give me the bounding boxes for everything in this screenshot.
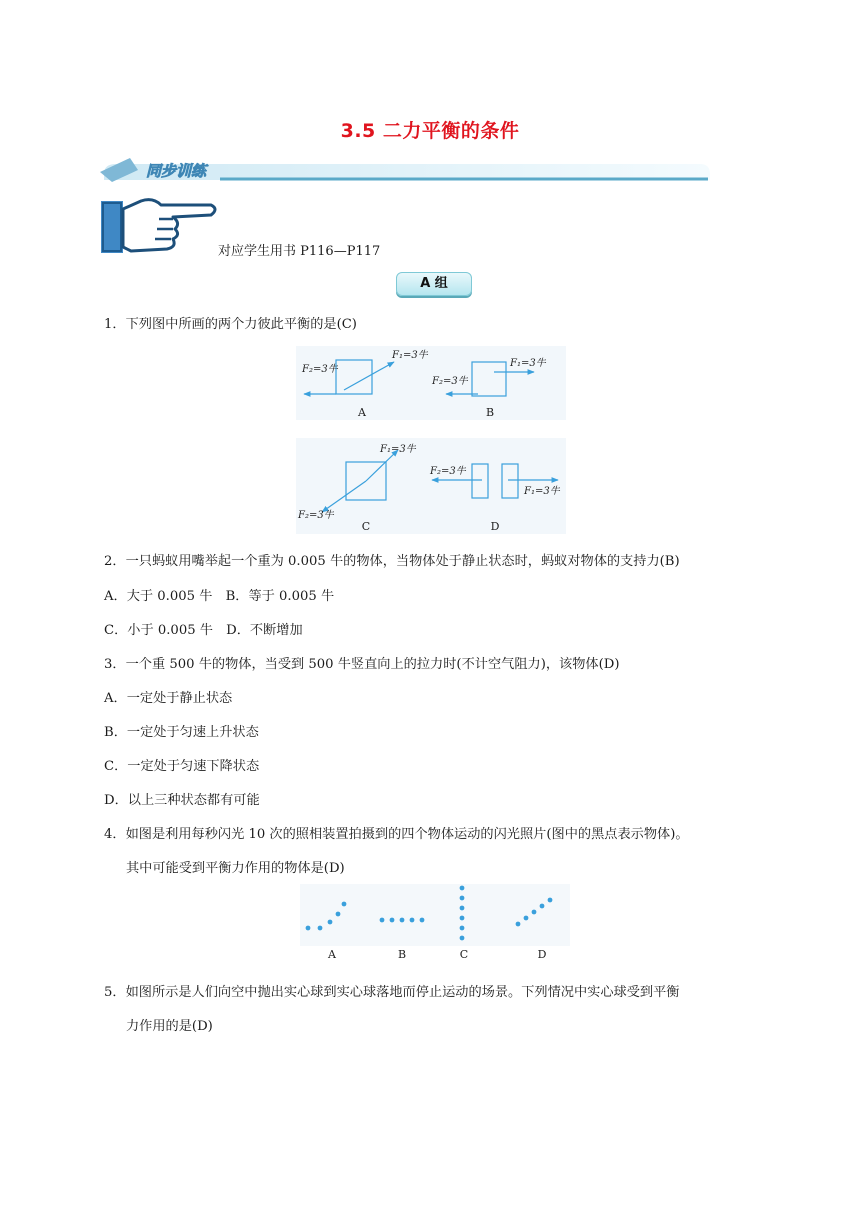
fig1-a-f1: F₁=3牛 xyxy=(392,350,428,361)
fig1-b-f1: F₁=3牛 xyxy=(510,358,546,369)
question-3-option-c: C．一定处于匀速下降状态 xyxy=(104,759,260,774)
fig1-b-f2: F₂=3牛 xyxy=(432,376,468,387)
question-2-options-cd: C．小于 0.005 牛 D．不断增加 xyxy=(104,623,303,638)
fig1-a-f2: F₂=3牛 xyxy=(302,364,338,375)
question-4-line2: 其中可能受到平衡力作用的物体是(D) xyxy=(126,861,345,876)
fig1-d-f2: F₂=3牛 xyxy=(430,466,466,477)
question-5-line2: 力作用的是(D) xyxy=(126,1019,213,1034)
section-banner xyxy=(100,152,712,186)
fig1-c-f2: F₂=3牛 xyxy=(298,510,334,521)
fig1-label-a: A xyxy=(358,406,366,419)
force-diagrams-figure xyxy=(296,346,566,534)
pointing-hand-icon xyxy=(101,197,221,257)
question-3: 3．一个重 500 牛的物体，当受到 500 牛竖直向上的拉力时(不计空气阻力)，该物体(D) xyxy=(104,657,620,672)
question-3-option-b: B．一定处于匀速上升状态 xyxy=(104,725,259,740)
question-2-options-ab: A．大于 0.005 牛 B．等于 0.005 牛 xyxy=(104,589,335,604)
fig1-label-c: C xyxy=(361,520,371,533)
group-a-badge: A 组 xyxy=(396,272,472,296)
question-3-option-a: A．一定处于静止状态 xyxy=(104,691,233,706)
question-5: 5．如图所示是人们向空中抛出实心球到实心球落地而停止运动的场景。下列情况中实心球受到平衡 xyxy=(104,985,680,1000)
fig1-c-f1: F₁=3牛 xyxy=(380,444,416,455)
question-1: 1．下列图中所画的两个力彼此平衡的是(C) xyxy=(104,317,357,332)
banner-label: 同步训练 xyxy=(146,162,207,180)
fig1-label-b: B xyxy=(485,406,495,419)
question-2: 2．一只蚂蚁用嘴举起一个重为 0.005 牛的物体，当物体处于静止状态时，蚂蚁对物体的支持力(B) xyxy=(104,554,680,569)
fig1-d-f1: F₁=3牛 xyxy=(524,486,560,497)
fig4-label-c: C xyxy=(459,948,469,961)
page-title: 3.5 二力平衡的条件 xyxy=(340,120,520,142)
fig1-label-d: D xyxy=(490,520,500,533)
question-3-option-d: D．以上三种状态都有可能 xyxy=(104,793,260,808)
textbook-reference: 对应学生用书 P116—P117 xyxy=(218,244,381,259)
fig4-label-a: A xyxy=(328,948,336,961)
question-4: 4．如图是利用每秒闪光 10 次的照相装置拍摄到的四个物体运动的闪光照片(图中的黑点表示物体)。 xyxy=(104,827,689,842)
fig4-label-b: B xyxy=(397,948,407,961)
fig4-label-d: D xyxy=(537,948,547,961)
flash-photo-figure xyxy=(300,884,570,964)
